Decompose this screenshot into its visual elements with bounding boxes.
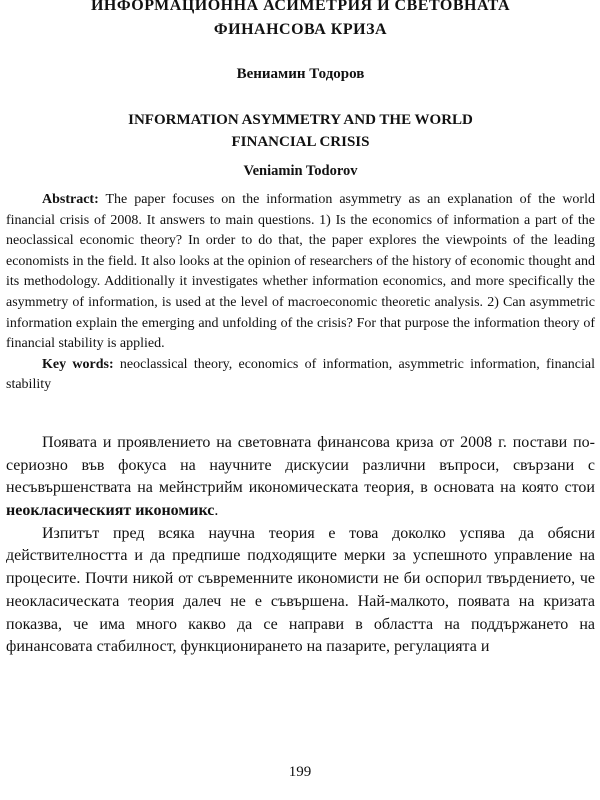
keywords-paragraph bbox=[6, 355, 595, 396]
bulgarian-author: Вениамин Тодоров bbox=[236, 66, 365, 82]
body-text bbox=[6, 432, 595, 659]
body-paragraph-1 bbox=[6, 432, 595, 523]
english-title-line-2: FINANCIAL CRISIS bbox=[231, 134, 370, 150]
bulgarian-title bbox=[6, 0, 595, 42]
english-title-line-1: INFORMATION ASYMMETRY AND THE WORLD bbox=[128, 112, 473, 128]
bulgarian-title-line-2: ФИНАНСОВА КРИЗА bbox=[213, 21, 388, 38]
keywords-label: Key words: bbox=[42, 356, 114, 372]
abstract-label: Abstract: bbox=[42, 192, 99, 207]
abstract-paragraph bbox=[6, 190, 595, 355]
english-author: Veniamin Todorov bbox=[243, 163, 358, 179]
abstract-text: The paper focuses on the information asymmetry as an explanation of the world financial crisis of 2008. It answers to main questions. 1) Is the economics of information a part of the neoclassical economic theory? In order to do that, the paper explores the viewpoints of the leading economists in the field. It also looks at the opinion of researchers of the history of economic thought and its methodology. Additionally it investigates whether information economics, and more specifically the asymmetry of information, is used at the level of macroeconomic theoretic analysis. 2) Can asymmetric information explain the emerging and unfolding of the crisis? For that purpose the information theory of financial stability is applied. bbox=[6, 192, 595, 352]
keywords-text: neoclassical theory, economics of information, asymmetric information, financial stability bbox=[6, 356, 595, 393]
bulgarian-title-line-1: ИНФОРМАЦИОННА АСИМЕТРИЯ И СВЕТОВНАТА bbox=[90, 0, 511, 14]
page-number: 199 bbox=[288, 764, 312, 780]
abstract-section bbox=[6, 190, 595, 396]
body-paragraph-1-bold: неокласическият икономикс bbox=[6, 502, 215, 520]
body-paragraph-2: Изпитът пред всяка научна теория е това доколко успява да обясни действителността и да предпише подходящите мерки за успешното управление на процесите. Почти никой от съвременните икономисти не би оспорил твърдението, че неокласическата теория далеч не е съвършена. Най-малкото, появата на кризата показва, че има много какво да се направи в областта на поддържането на финансовата стабилност, функционирането на пазарите, регулацията и bbox=[6, 524, 595, 656]
body-paragraph-1-text: Появата и проявлението на световната финансова криза от 2008 г. постави по-сериозно във фокуса на научните дискусии различни въпроси, свързани с несъвършенствата на мейнстрийм икономическата теория, в основата на която стои bbox=[6, 433, 595, 497]
body-paragraph-1-end: . bbox=[214, 502, 219, 520]
english-title bbox=[6, 109, 595, 153]
